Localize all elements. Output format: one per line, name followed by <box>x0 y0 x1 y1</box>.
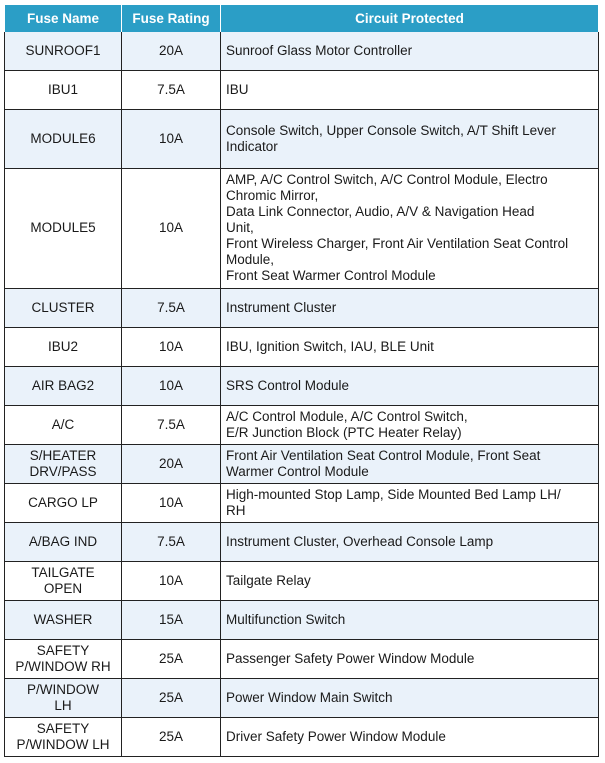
fuse-rating-cell: 10A <box>122 483 221 522</box>
fuse-rating-cell: 25A <box>122 678 221 717</box>
circuit-line: SRS Control Module <box>226 377 350 393</box>
circuit-line: Instrument Cluster, Overhead Console Lamp <box>226 533 494 549</box>
circuit-protected-cell <box>221 717 599 756</box>
fuse-name-line: DRV/PASS <box>29 463 97 479</box>
fuse-rating-cell: 25A <box>122 639 221 678</box>
circuit-line: IBU <box>226 81 249 97</box>
table-body <box>5 32 599 756</box>
fuse-name-cell <box>5 600 122 639</box>
fuse-name-cell <box>5 366 122 405</box>
fuse-rating-cell: 10A <box>122 109 221 168</box>
table-row <box>5 288 599 327</box>
table-row <box>5 444 599 483</box>
circuit-protected-cell <box>221 288 599 327</box>
circuit-line: Front Seat Warmer Control Module <box>226 268 436 283</box>
circuit-protected-cell <box>221 168 599 288</box>
fuse-name-line: A/C <box>51 416 75 432</box>
circuit-protected-cell <box>221 678 599 717</box>
fuse-rating-cell: 7.5A <box>122 522 221 561</box>
circuit-protected-cell <box>221 327 599 366</box>
fuse-name-cell <box>5 327 122 366</box>
circuit-line: Passenger Safety Power Window Module <box>226 650 475 666</box>
header-fuse-rating: Fuse Rating <box>122 5 221 32</box>
fuse-name-line: CARGO LP <box>28 494 98 510</box>
fuse-name-cell <box>5 444 122 483</box>
circuit-protected-cell <box>221 70 599 109</box>
table-row <box>5 405 599 444</box>
circuit-protected-cell <box>221 561 599 600</box>
table-row <box>5 600 599 639</box>
table-row <box>5 70 599 109</box>
fuse-name-line: A/BAG IND <box>28 533 98 549</box>
fuse-rating-cell: 10A <box>122 561 221 600</box>
table-row <box>5 109 599 168</box>
fuse-name-cell <box>5 405 122 444</box>
circuit-protected-cell <box>221 600 599 639</box>
fuse-name-line: IBU2 <box>47 338 78 354</box>
circuit-line: RH <box>226 502 246 518</box>
table-row <box>5 168 599 288</box>
fuse-rating-cell: 10A <box>122 327 221 366</box>
circuit-line: Front Wireless Charger, Front Air Ventilation Seat Control <box>226 236 569 251</box>
fuse-rating-cell: 15A <box>122 600 221 639</box>
fuse-rating-cell: 10A <box>122 366 221 405</box>
table-header <box>5 5 599 32</box>
circuit-protected-cell <box>221 444 599 483</box>
circuit-protected-cell <box>221 366 599 405</box>
circuit-line: IBU, Ignition Switch, IAU, BLE Unit <box>226 338 434 354</box>
circuit-line: Sunroof Glass Motor Controller <box>226 42 413 58</box>
table-row <box>5 483 599 522</box>
circuit-protected-cell <box>221 483 599 522</box>
circuit-line: AMP, A/C Control Switch, A/C Control Module, Electro <box>226 172 548 187</box>
fuse-name-line: P/WINDOW <box>27 681 99 697</box>
circuit-protected-cell <box>221 405 599 444</box>
fuse-name-cell <box>5 522 122 561</box>
fuse-name-line: WASHER <box>33 611 93 627</box>
fuse-name-line: TAILGATE <box>31 564 95 580</box>
table-row <box>5 561 599 600</box>
fuse-name-line: SAFETY <box>36 720 90 736</box>
fuse-name-cell <box>5 288 122 327</box>
header-row <box>5 5 599 32</box>
fuse-name-cell <box>5 168 122 288</box>
circuit-line: A/C Control Module, A/C Control Switch, <box>226 408 468 424</box>
circuit-line: Indicator <box>226 138 278 154</box>
fuse-name-line: OPEN <box>43 580 83 596</box>
fuse-rating-cell: 7.5A <box>122 70 221 109</box>
table-row <box>5 678 599 717</box>
table-row <box>5 32 599 70</box>
table-row <box>5 522 599 561</box>
table-row <box>5 639 599 678</box>
circuit-line: Console Switch, Upper Console Switch, A/T Shift Lever <box>226 122 556 138</box>
fuse-rating-cell: 7.5A <box>122 405 221 444</box>
circuit-line: Data Link Connector, Audio, A/V & Navigation Head <box>226 204 535 219</box>
circuit-line: Driver Safety Power Window Module <box>226 728 446 744</box>
circuit-line: Unit, <box>226 220 254 235</box>
fuse-rating-cell: 25A <box>122 717 221 756</box>
header-fuse-name: Fuse Name <box>5 5 122 32</box>
circuit-protected-cell <box>221 522 599 561</box>
fuse-name-line: MODULE6 <box>30 130 96 146</box>
circuit-protected-cell <box>221 109 599 168</box>
circuit-line: Instrument Cluster <box>226 299 337 315</box>
fuse-name-cell <box>5 109 122 168</box>
fuse-name-line: SUNROOF1 <box>25 42 101 58</box>
circuit-protected-cell <box>221 639 599 678</box>
circuit-line: Front Air Ventilation Seat Control Module, Front Seat <box>226 447 541 463</box>
fuse-table-container <box>4 5 599 757</box>
header-circuit-protected: Circuit Protected <box>221 5 599 32</box>
table-row <box>5 366 599 405</box>
circuit-protected-cell <box>221 32 599 70</box>
fuse-name-line: LH <box>54 697 72 713</box>
circuit-line: High-mounted Stop Lamp, Side Mounted Bed Lamp LH/ <box>226 486 561 502</box>
fuse-name-line: IBU1 <box>47 81 78 97</box>
fuse-name-cell <box>5 639 122 678</box>
fuse-name-line: AIR BAG2 <box>31 377 95 393</box>
fuse-rating-cell: 7.5A <box>122 288 221 327</box>
fuse-rating-cell: 10A <box>122 168 221 288</box>
fuse-name-cell <box>5 678 122 717</box>
fuse-name-cell <box>5 483 122 522</box>
circuit-line: Power Window Main Switch <box>226 689 393 705</box>
circuit-line: E/R Junction Block (PTC Heater Relay) <box>226 424 462 440</box>
fuse-name-cell <box>5 561 122 600</box>
table-row <box>5 327 599 366</box>
fuse-name-cell <box>5 717 122 756</box>
fuse-name-line: SAFETY <box>36 642 90 658</box>
fuse-name-cell <box>5 70 122 109</box>
circuit-line: Tailgate Relay <box>226 572 311 588</box>
fuse-rating-cell: 20A <box>122 444 221 483</box>
circuit-line: Warmer Control Module <box>226 463 369 479</box>
fuse-table <box>4 5 599 757</box>
fuse-name-line: P/WINDOW RH <box>15 658 111 674</box>
fuse-name-cell <box>5 32 122 70</box>
fuse-name-line: P/WINDOW LH <box>16 736 110 752</box>
circuit-line: Multifunction Switch <box>226 611 346 627</box>
circuit-line: Module, <box>226 252 275 267</box>
fuse-name-line: MODULE5 <box>30 220 96 235</box>
circuit-line: Chromic Mirror, <box>226 188 319 203</box>
table-row <box>5 717 599 756</box>
fuse-name-line: S/HEATER <box>29 447 97 463</box>
fuse-name-line: CLUSTER <box>31 299 95 315</box>
fuse-rating-cell: 20A <box>122 32 221 70</box>
